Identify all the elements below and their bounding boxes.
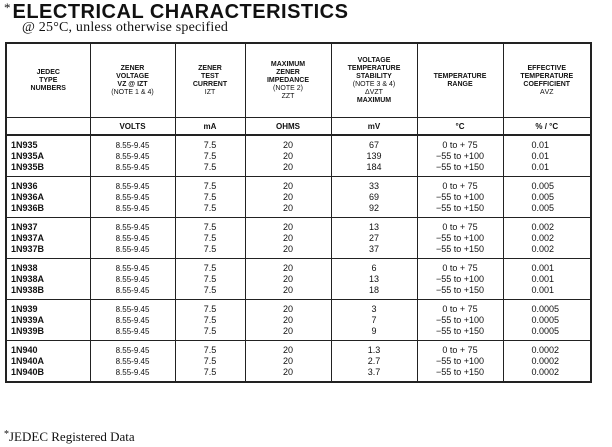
cell-value: 1N936B	[11, 203, 45, 213]
cell-coefficient	[503, 135, 591, 177]
page-title: ELECTRICAL CHARACTERISTICS	[12, 1, 349, 23]
cell-value: −55 to +100	[435, 151, 485, 161]
cell-value: 7.5	[203, 203, 217, 213]
cell-impedance	[245, 300, 331, 341]
table-row-group	[6, 177, 591, 218]
page-subtitle: @ 25°C, unless otherwise specified	[22, 20, 229, 35]
table-row-group	[6, 218, 591, 259]
cell-value: 8.55-9.45	[115, 286, 150, 295]
cell-stability	[331, 300, 417, 341]
cell-value: 184	[366, 162, 382, 172]
cell-value: 0 to + 75	[442, 304, 478, 314]
footnote-asterisk: *	[4, 429, 9, 440]
cell-value: 9	[371, 326, 377, 336]
cell-value: 7.5	[203, 233, 217, 243]
cell-value: 8.55-9.45	[115, 357, 150, 366]
cell-current	[175, 259, 245, 300]
unit-cell: OHMS	[245, 118, 331, 136]
cell-value: 0 to + 75	[442, 222, 478, 232]
column-header-line: TEMPERATURE	[347, 64, 401, 72]
cell-value: 20	[282, 181, 293, 191]
column-header-line: MAXIMUM	[270, 60, 306, 68]
column-header-line: TYPE	[39, 76, 58, 84]
cell-value: 0.0005	[531, 304, 560, 314]
cell-value: 7.5	[203, 274, 217, 284]
table-row-group	[6, 259, 591, 300]
cell-value: 0.01	[531, 151, 550, 161]
column-header-line: TEMPERATURE	[520, 72, 574, 80]
cell-impedance	[245, 341, 331, 383]
cell-range	[417, 259, 503, 300]
cell-value: 8.55-9.45	[115, 327, 150, 336]
cell-value: 7.5	[203, 244, 217, 254]
cell-value: 0.0002	[531, 356, 560, 366]
cell-stability	[331, 177, 417, 218]
cell-value: 20	[282, 162, 293, 172]
cell-value: 0 to + 75	[442, 181, 478, 191]
cell-value: 1N937B	[11, 244, 45, 254]
cell-value: 8.55-9.45	[115, 264, 150, 273]
cell-stability	[331, 135, 417, 177]
cell-value: 7	[371, 315, 377, 325]
cell-types	[6, 259, 90, 300]
column-header-line: ZZT	[281, 92, 295, 100]
cell-value: 20	[282, 356, 293, 366]
cell-value: −55 to +100	[435, 192, 485, 202]
cell-value: 13	[368, 222, 379, 232]
column-header-line: IMPEDANCE	[266, 76, 309, 84]
table-row-group	[6, 300, 591, 341]
cell-value: 1N939	[11, 304, 38, 314]
cell-value: 8.55-9.45	[115, 245, 150, 254]
cell-value: 20	[282, 140, 293, 150]
cell-value: 8.55-9.45	[115, 193, 150, 202]
unit-cell: °C	[417, 118, 503, 136]
electrical-characteristics-table	[5, 42, 592, 383]
cell-value: 7.5	[203, 222, 217, 232]
column-header-line: ZENER	[120, 64, 145, 72]
cell-value: 0.001	[531, 263, 555, 273]
cell-types	[6, 218, 90, 259]
cell-value: −55 to +150	[435, 367, 485, 377]
cell-coefficient	[503, 341, 591, 383]
cell-value: 1N937	[11, 222, 38, 232]
cell-value: −55 to +100	[435, 356, 485, 366]
cell-impedance	[245, 135, 331, 177]
cell-current	[175, 218, 245, 259]
cell-value: 20	[282, 263, 293, 273]
cell-value: 20	[282, 203, 293, 213]
cell-value: 0 to + 75	[442, 140, 478, 150]
table-body	[6, 135, 591, 382]
cell-current	[175, 177, 245, 218]
footnote	[4, 429, 135, 445]
cell-value: 0.001	[531, 274, 555, 284]
cell-value: 0.005	[531, 192, 555, 202]
unit-cell	[6, 118, 90, 136]
cell-coefficient	[503, 300, 591, 341]
cell-types	[6, 300, 90, 341]
cell-value: 37	[368, 244, 379, 254]
cell-value: 1N940A	[11, 356, 45, 366]
cell-value: 20	[282, 274, 293, 284]
column-header-line: (NOTE 1 & 4)	[111, 88, 154, 96]
cell-value: 0.0005	[531, 315, 560, 325]
cell-value: 8.55-9.45	[115, 141, 150, 150]
cell-value: 18	[368, 285, 379, 295]
cell-stability	[331, 341, 417, 383]
cell-value: 6	[371, 263, 377, 273]
cell-value: −55 to +100	[435, 274, 485, 284]
column-header-line: COEFFICIENT	[523, 80, 571, 88]
cell-value: 0.01	[531, 140, 550, 150]
column-header-line: ZENER	[198, 64, 222, 72]
cell-value: 7.5	[203, 304, 217, 314]
cell-range	[417, 218, 503, 259]
unit-cell: mV	[331, 118, 417, 136]
column-header-line: STABILITY	[356, 72, 392, 80]
cell-value: 8.55-9.45	[115, 346, 150, 355]
table-row-group	[6, 135, 591, 177]
cell-types	[6, 177, 90, 218]
unit-cell: % / °C	[503, 118, 591, 136]
cell-value: −55 to +100	[435, 315, 485, 325]
column-header-line: CURRENT	[192, 80, 228, 88]
cell-value: 20	[282, 367, 293, 377]
cell-value: 0.005	[531, 181, 555, 191]
cell-value: 0.0002	[531, 367, 560, 377]
cell-value: 7.5	[203, 315, 217, 325]
cell-impedance	[245, 218, 331, 259]
cell-range	[417, 341, 503, 383]
cell-value: 7.5	[203, 192, 217, 202]
column-header-line: MAXIMUM	[356, 96, 392, 104]
cell-value: 1N938B	[11, 285, 45, 295]
cell-value: 0.002	[531, 233, 555, 243]
cell-value: 20	[282, 151, 293, 161]
column-header-line: (NOTE 3 & 4)	[352, 80, 396, 88]
cell-value: 8.55-9.45	[115, 316, 150, 325]
column-header-line: VOLTAGE	[116, 72, 149, 80]
cell-value: 8.55-9.45	[115, 182, 150, 191]
column-header-line: VZ @ IZT	[117, 80, 148, 88]
cell-voltage	[90, 177, 175, 218]
cell-value: 20	[282, 222, 293, 232]
cell-stability	[331, 218, 417, 259]
cell-value: 0 to + 75	[442, 263, 478, 273]
cell-current	[175, 341, 245, 383]
cell-value: 0.0002	[531, 345, 560, 355]
cell-value: −55 to +150	[435, 285, 485, 295]
cell-value: 0.0005	[531, 326, 560, 336]
column-header-line: JEDEC	[36, 68, 60, 76]
cell-value: 69	[368, 192, 379, 202]
cell-range	[417, 135, 503, 177]
cell-value: 1N939B	[11, 326, 45, 336]
cell-value: 1N940B	[11, 367, 45, 377]
column-header-6	[503, 43, 591, 118]
cell-value: 1N938A	[11, 274, 45, 284]
column-header-0	[6, 43, 90, 118]
cell-value: 7.5	[203, 263, 217, 273]
cell-value: 7.5	[203, 181, 217, 191]
cell-value: 7.5	[203, 151, 217, 161]
cell-value: 20	[282, 304, 293, 314]
cell-value: 0.002	[531, 244, 555, 254]
page-title-block	[4, 0, 348, 22]
unit-cell: mA	[175, 118, 245, 136]
column-header-line: (NOTE 2)	[273, 84, 303, 92]
cell-range	[417, 177, 503, 218]
cell-stability	[331, 259, 417, 300]
column-header-4	[331, 43, 417, 118]
column-header-line: NUMBERS	[30, 84, 66, 92]
cell-value: 8.55-9.45	[115, 234, 150, 243]
cell-value: −55 to +150	[435, 326, 485, 336]
cell-coefficient	[503, 218, 591, 259]
cell-voltage	[90, 218, 175, 259]
cell-current	[175, 300, 245, 341]
column-header-1	[90, 43, 175, 118]
cell-value: 20	[282, 192, 293, 202]
footnote-text: JEDEC Registered Data	[9, 429, 135, 444]
column-header-line: VOLTAGE	[357, 56, 391, 64]
column-header-line: ΑVZ	[539, 88, 554, 96]
cell-coefficient	[503, 259, 591, 300]
cell-value: 0.002	[531, 222, 555, 232]
cell-value: 8.55-9.45	[115, 368, 150, 377]
cell-value: 20	[282, 233, 293, 243]
cell-value: −55 to +150	[435, 244, 485, 254]
column-header-line: RANGE	[447, 80, 473, 88]
cell-value: 0 to + 75	[442, 345, 478, 355]
cell-value: 27	[368, 233, 379, 243]
cell-impedance	[245, 259, 331, 300]
cell-value: 1N935A	[11, 151, 45, 161]
header-row	[6, 43, 591, 118]
cell-impedance	[245, 177, 331, 218]
cell-value: 7.5	[203, 356, 217, 366]
cell-range	[417, 300, 503, 341]
cell-value: 20	[282, 345, 293, 355]
cell-value: 2.7	[367, 356, 381, 366]
cell-value: 3	[371, 304, 377, 314]
cell-types	[6, 135, 90, 177]
cell-value: 1N935	[11, 140, 38, 150]
cell-value: −55 to +150	[435, 162, 485, 172]
cell-current	[175, 135, 245, 177]
cell-value: 8.55-9.45	[115, 204, 150, 213]
table-row-group	[6, 341, 591, 383]
cell-value: 1N938	[11, 263, 38, 273]
cell-value: 8.55-9.45	[115, 163, 150, 172]
cell-value: 20	[282, 285, 293, 295]
cell-value: 1N936A	[11, 192, 45, 202]
cell-value: 33	[368, 181, 379, 191]
cell-value: −55 to +100	[435, 233, 485, 243]
cell-value: 7.5	[203, 162, 217, 172]
cell-value: 7.5	[203, 326, 217, 336]
cell-types	[6, 341, 90, 383]
cell-value: 8.55-9.45	[115, 275, 150, 284]
column-header-line: TEMPERATURE	[433, 72, 487, 80]
cell-value: 0.001	[531, 285, 555, 295]
cell-value: 67	[368, 140, 379, 150]
cell-value: 20	[282, 315, 293, 325]
cell-value: 20	[282, 244, 293, 254]
title-asterisk: *	[4, 0, 11, 15]
cell-value: 8.55-9.45	[115, 223, 150, 232]
column-header-3	[245, 43, 331, 118]
cell-value: 7.5	[203, 345, 217, 355]
column-header-line: ZENER	[276, 68, 300, 76]
column-header-2	[175, 43, 245, 118]
cell-coefficient	[503, 177, 591, 218]
column-header-line: EFFECTIVE	[527, 64, 566, 72]
cell-value: 1N935B	[11, 162, 45, 172]
cell-value: 0.01	[531, 162, 550, 172]
cell-value: 20	[282, 326, 293, 336]
cell-value: 1.3	[367, 345, 381, 355]
cell-value: 8.55-9.45	[115, 152, 150, 161]
cell-value: 7.5	[203, 140, 217, 150]
column-header-line: TEST	[201, 72, 219, 80]
cell-voltage	[90, 341, 175, 383]
column-header-line: ΔVZT	[365, 88, 383, 96]
cell-voltage	[90, 300, 175, 341]
cell-value: 1N937A	[11, 233, 45, 243]
units-row	[6, 118, 591, 136]
cell-value: 92	[368, 203, 379, 213]
cell-value: 3.7	[367, 367, 381, 377]
unit-cell: VOLTS	[90, 118, 175, 136]
column-header-line: IZT	[204, 88, 216, 96]
cell-value: 0.005	[531, 203, 555, 213]
cell-value: 7.5	[203, 285, 217, 295]
cell-voltage	[90, 259, 175, 300]
cell-value: 1N940	[11, 345, 38, 355]
column-header-5	[417, 43, 503, 118]
cell-value: −55 to +150	[435, 203, 485, 213]
cell-value: 8.55-9.45	[115, 305, 150, 314]
cell-value: 1N939A	[11, 315, 45, 325]
cell-value: 139	[366, 151, 382, 161]
cell-value: 1N936	[11, 181, 38, 191]
cell-value: 13	[368, 274, 379, 284]
cell-voltage	[90, 135, 175, 177]
cell-value: 7.5	[203, 367, 217, 377]
